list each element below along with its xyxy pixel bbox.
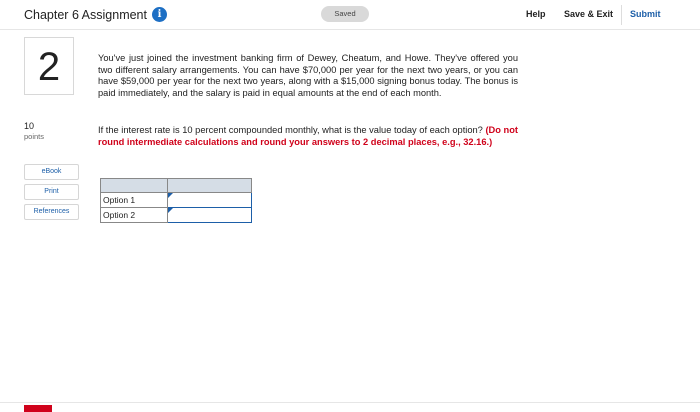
references-button[interactable]: References — [24, 204, 79, 220]
print-button[interactable]: Print — [24, 184, 79, 200]
header-divider — [621, 5, 622, 25]
publisher-logo — [24, 405, 52, 412]
question-prompt: If the interest rate is 10 percent compounded monthly, what is the value today of each option? — [98, 125, 483, 135]
footer-divider — [0, 402, 700, 403]
input-marker-icon — [168, 208, 173, 213]
points-label: points — [24, 132, 45, 141]
submit-button[interactable]: Submit — [630, 9, 661, 19]
saved-status-badge: Saved — [321, 6, 369, 22]
table-row — [101, 193, 252, 208]
help-link[interactable]: Help — [526, 9, 546, 19]
answer-table — [100, 178, 252, 223]
ebook-button[interactable]: eBook — [24, 164, 79, 180]
info-icon[interactable]: i — [152, 7, 167, 22]
question-text: You've just joined the investment banking firm of Dewey, Cheatum, and Howe. They've offered you two different salary arrangements. You can have $70,000 per year for the next two years, or you can have $59,000 per year for the next two years, along with a $15,000 signing bonus today. The bonus is paid immediately, and the salary is paid in equal amounts at the end of each month. — [98, 53, 518, 98]
header-cell-value — [168, 179, 252, 193]
table-row — [101, 208, 252, 223]
rounding-instruction: (Do not round intermediate calculations and round your answers to 2 decimal places, e.g., 32.16.) — [98, 125, 518, 147]
option-2-input[interactable] — [168, 208, 252, 223]
option-1-input[interactable] — [168, 193, 252, 208]
option-2-label: Option 2 — [101, 208, 168, 223]
top-bar — [0, 0, 700, 30]
save-exit-link[interactable]: Save & Exit — [564, 9, 614, 19]
assignment-title: Chapter 6 Assignment — [24, 7, 147, 22]
header-cell-label — [101, 179, 168, 193]
answer-table-header — [101, 179, 252, 193]
assignment-title-area — [24, 7, 167, 22]
question-prompt-block — [98, 125, 518, 148]
input-marker-icon — [168, 193, 173, 198]
points-value: 10 — [24, 121, 35, 131]
question-number: 2 — [24, 37, 74, 95]
option-1-label: Option 1 — [101, 193, 168, 208]
